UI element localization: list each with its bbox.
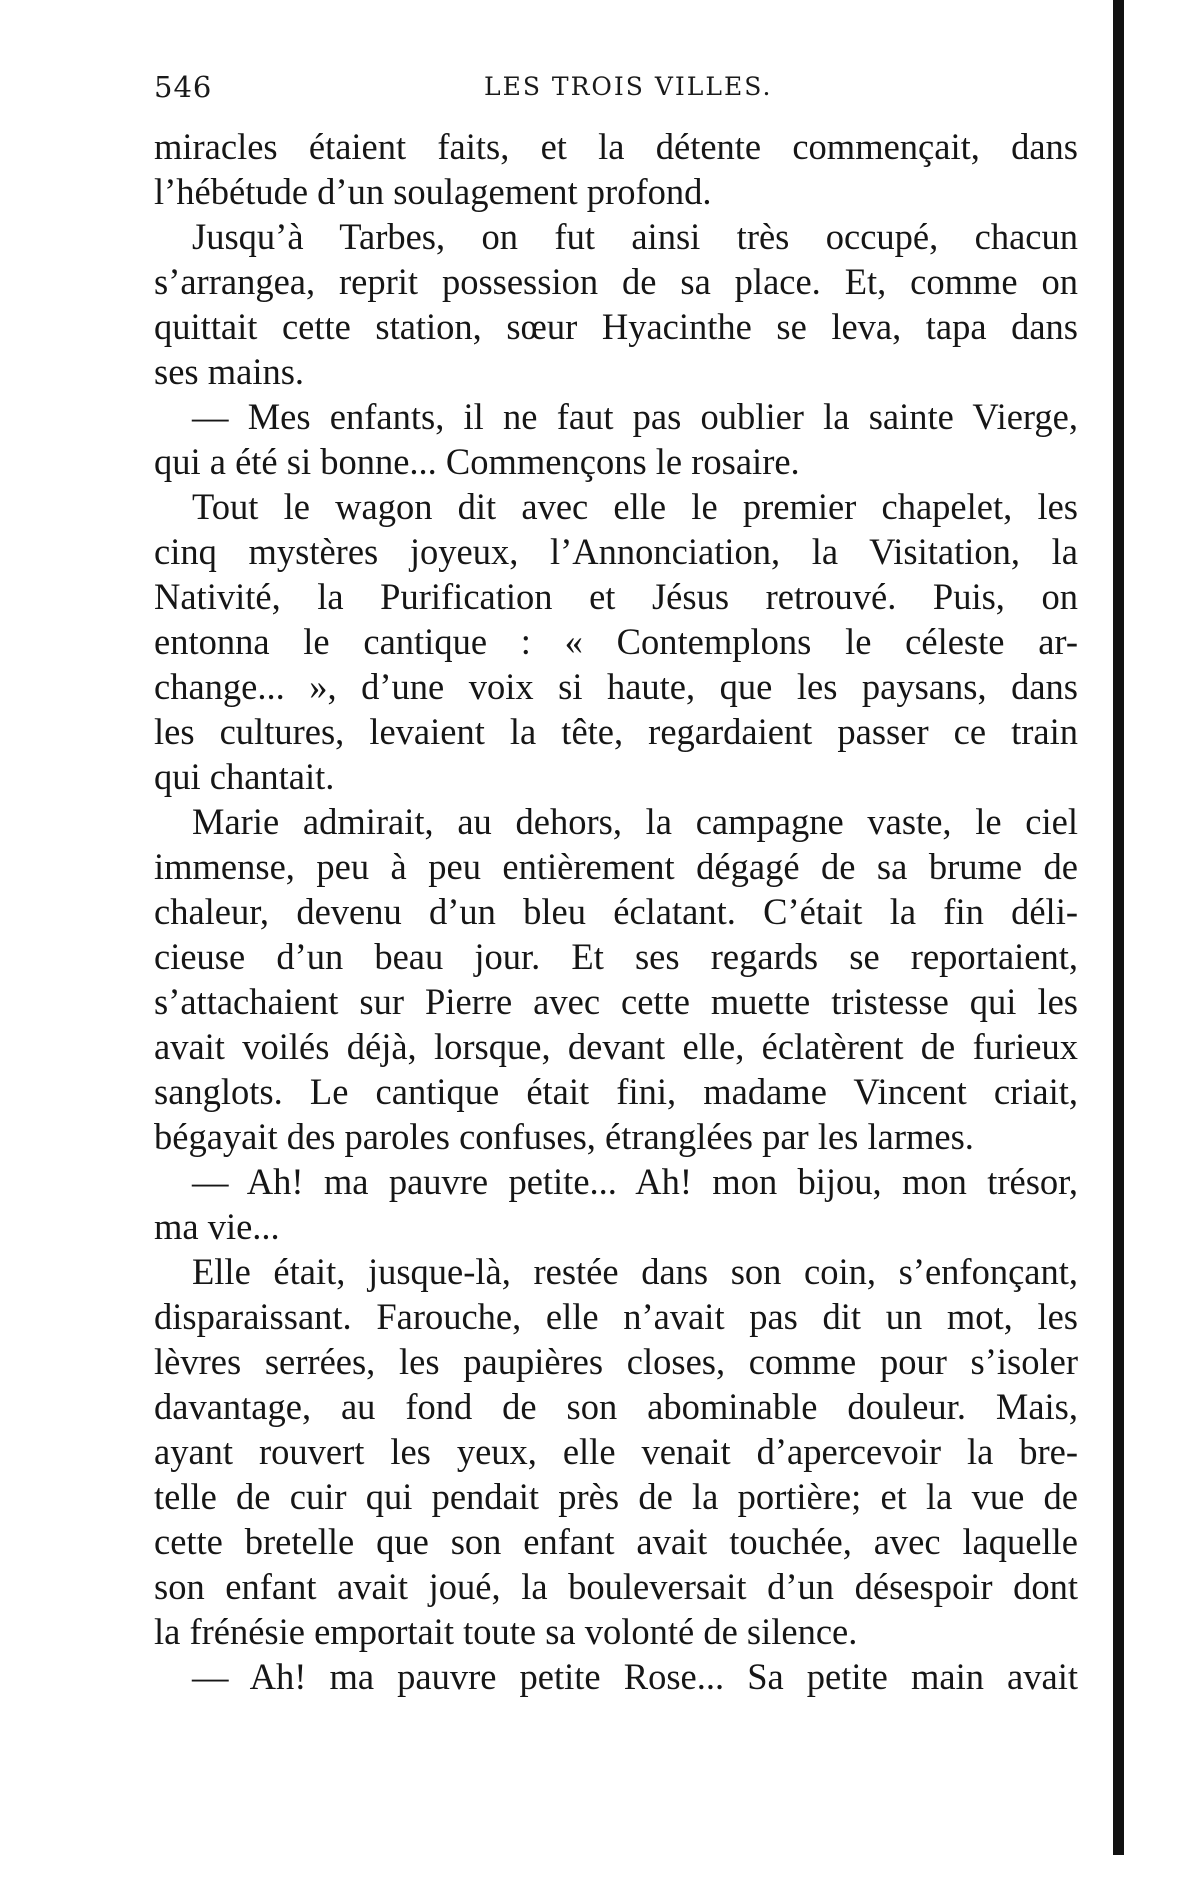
text-line: bégayait des paroles confuses, étranglées par les larmes. [154,1116,974,1157]
page-header [154,70,1074,110]
text-line: Nativité, la Purification et Jésus retrouvé. Puis, on [154,576,1078,617]
text-line: ma vie... [154,1206,280,1247]
text-line: cieuse d’un beau jour. Et ses regards se reportaient, [154,936,1078,977]
text-line: les cultures, levaient la tête, regardaient passer ce train [154,711,1078,752]
text-line: miracles étaient faits, et la détente commençait, dans [154,126,1078,167]
page-edge-bar [1113,0,1124,1855]
text-line: — Mes enfants, il ne faut pas oublier la sainte Vierge, [192,396,1078,437]
text-line: Marie admirait, au dehors, la campagne vaste, le ciel [192,801,1078,842]
text-line: quittait cette station, sœur Hyacinthe se leva, tapa dans [154,306,1078,347]
text-line: disparaissant. Farouche, elle n’avait pas dit un mot, les [154,1296,1078,1337]
text-line: Tout le wagon dit avec elle le premier chapelet, les [192,486,1078,527]
running-title: LES TROIS VILLES. [484,72,773,101]
text-line: avait voilés déjà, lorsque, devant elle, éclatèrent de furieux [154,1026,1078,1067]
text-line: chaleur, devenu d’un bleu éclatant. C’était la fin déli- [154,891,1078,932]
text-line: cette bretelle que son enfant avait touchée, avec laquelle [154,1521,1078,1562]
text-line: qui a été si bonne... Commençons le rosaire. [154,441,800,482]
text-line: son enfant avait joué, la bouleversait d’un désespoir dont [154,1566,1078,1607]
text-line: telle de cuir qui pendait près de la portière; et la vue de [154,1476,1078,1517]
body-text [154,124,1078,1699]
text-line: davantage, au fond de son abominable douleur. Mais, [154,1386,1078,1427]
text-line: lèvres serrées, les paupières closes, comme pour s’isoler [154,1341,1078,1382]
text-line: s’arrangea, reprit possession de sa place. Et, comme on [154,261,1078,302]
text-line: Jusqu’à Tarbes, on fut ainsi très occupé, chacun [192,216,1078,257]
text-line: qui chantait. [154,756,335,797]
text-line: sanglots. Le cantique était fini, madame Vincent criait, [154,1071,1078,1112]
text-line: — Ah! ma pauvre petite Rose... Sa petite main avait [192,1656,1078,1697]
text-line: la frénésie emportait toute sa volonté de silence. [154,1611,858,1652]
text-line: cinq mystères joyeux, l’Annonciation, la Visitation, la [154,531,1078,572]
text-line: ses mains. [154,351,305,392]
text-line: — Ah! ma pauvre petite... Ah! mon bijou, mon trésor, [192,1161,1078,1202]
text-line: entonna le cantique : « Contemplons le céleste ar- [154,621,1078,662]
text-line: change... », d’une voix si haute, que les paysans, dans [154,666,1078,707]
page-number: 546 [154,70,213,104]
text-line: Elle était, jusque-là, restée dans son coin, s’enfonçant, [192,1251,1078,1292]
text-line: l’hébétude d’un soulagement profond. [154,171,712,212]
text-line: s’attachaient sur Pierre avec cette muette tristesse qui les [154,981,1078,1022]
text-line: immense, peu à peu entièrement dégagé de sa brume de [154,846,1078,887]
text-line: ayant rouvert les yeux, elle venait d’apercevoir la bre- [154,1431,1078,1472]
